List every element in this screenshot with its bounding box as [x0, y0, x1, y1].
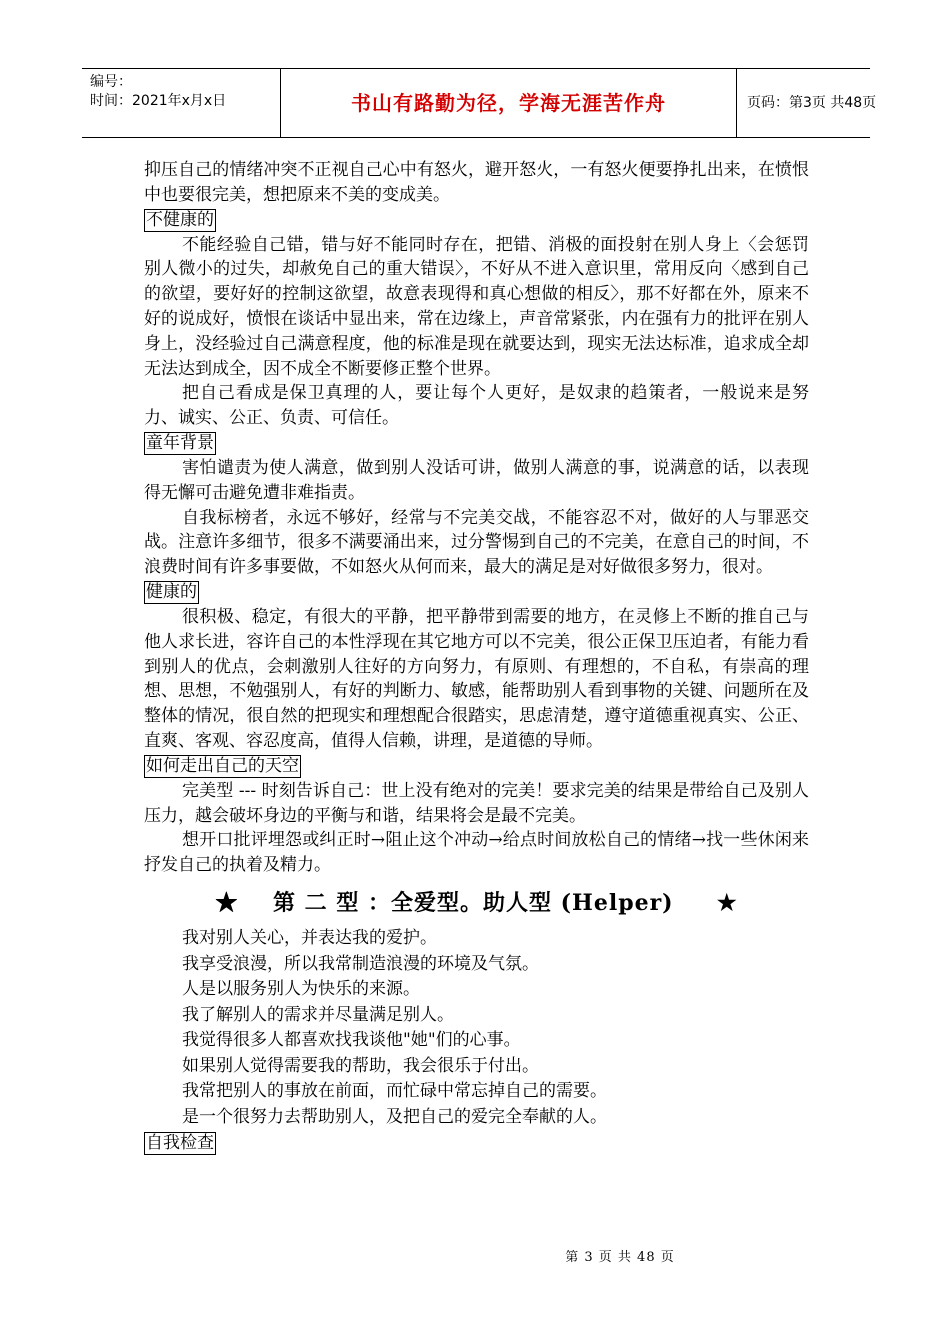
header-page-info: 页码：第3页 共48页 [747, 95, 877, 111]
document-date: 时间：2021年x月x日 [90, 93, 227, 109]
paragraph: 很积极、稳定，有很大的平静，把平静带到需要的地方，在灵修上不断的推自己与他人求长进，容许自己的本性浮现在其它地方可以不完美，很公正保卫压迫者，有能力看到别人的优点，会刺激别人往好的方向努力，有原则、有理想的，不自私，有崇高的理想、思想，不勉强别人，有好的判断力、敏感，能帮助别人看到事物的关键、问题所在及整体的情况，很自然的把现实和理想配合很踏实，思虑清楚，遵守道德重视真实、公正、直爽、客观、容忍度高，值得人信赖，讲理，是道德的导师。 [144, 606, 809, 751]
section-title-type2 [144, 888, 809, 918]
paragraph: 把自己看成是保卫真理的人，要让每个人更好，是奴隶的趋策者，一般说来是努力、诚实、公正、负责、可信任。 [144, 383, 809, 429]
list-item: 我了解别人的需求并尽量满足别人。 [182, 1004, 454, 1025]
section-label-unhealthy: 不健康的 [146, 209, 214, 230]
section-title-text: 第 二 型 ：全爱型。助人型 (Helper) [273, 889, 674, 916]
star-icon: ★ [215, 889, 239, 916]
paragraph: 完美型 --- 时刻告诉自己：世上没有绝对的完美！要求完美的结果是带给自己及别人压力，越会破坏身边的平衡与和谐，结果将会是最不完美。 [144, 780, 809, 826]
list-item: 如果别人觉得需要我的帮助，我会很乐于付出。 [182, 1055, 539, 1076]
list-item: 我觉得很多人都喜欢找我谈他"她"们的心事。 [182, 1030, 521, 1051]
header-left-cell [82, 69, 280, 137]
list-item: 我对别人关心，并表达我的爱护。 [182, 927, 437, 948]
paragraph: 不能经验自己错，错与好不能同时存在，把错、消极的面投射在别人身上〈会惩罚别人微小的过失，却赦免自己的重大错误〉，不好从不进入意识里，常用反向〈感到自己的欲望，要好好的控制这欲望，故意表现得和真心想做的相反〉，那不好都在外，原来不好的说成好，愤恨在谈话中显出来，常在边缘上，声音常紧张，内在强有力的批评在别人身上，没经验过自己满意程度，他的标准是现在就要达到，现实无法达标准，追求成全却无法达到成全，因不成全不断要修正整个世界。 [144, 234, 809, 379]
section-label-childhood: 童年背景 [146, 432, 214, 453]
list-item: 是一个很努力去帮助别人，及把自己的爱完全奉献的人。 [182, 1107, 607, 1128]
section-label-healthy: 健康的 [146, 581, 197, 602]
section-label-selfcheck: 自我检查 [146, 1132, 214, 1153]
page-header [82, 68, 877, 138]
header-motto: 书山有路勤为径，学海无涯苦作舟 [280, 69, 737, 137]
star-icon: ★ [716, 889, 738, 916]
document-body [144, 158, 809, 1156]
section-label-escape: 如何走出自己的天空 [146, 755, 299, 776]
helper-statement-list [144, 926, 809, 1131]
list-item: 我常把别人的事放在前面，而忙碌中常忘掉自己的需要。 [182, 1081, 607, 1102]
paragraph: 想开口批评埋怨或纠正时→阻止这个冲动→给点时间放松自己的情绪→找一些休闲来抒发自己的执着及精力。 [144, 830, 809, 876]
list-item: 人是以服务别人为快乐的来源。 [182, 979, 420, 1000]
paragraph: 害怕谴责为使人满意，做到别人没话可讲，做别人满意的事，说满意的话，以表现得无懈可击避免遭非难指责。 [144, 457, 809, 503]
list-item: 我享受浪漫，所以我常制造浪漫的环境及气氛。 [182, 953, 539, 974]
paragraph: 抑压自己的情绪冲突不正视自己心中有怒火，避开怒火，一有怒火便要挣扎出来，在愤恨中也要很完美，想把原来不美的变成美。 [144, 160, 809, 205]
document-number-label: 编号： [90, 74, 132, 90]
page-footer: 第 3 页 共 48 页 [565, 1250, 675, 1265]
paragraph: 自我标榜者，永远不够好，经常与不完美交战，不能容忍不对，做好的人与罪恶交战。注意许多细节，很多不满要涌出来，过分警惕到自己的不完美，在意自己的时间，不浪费时间有许多事要做，不如怒火从何而来，最大的满足是对好做很多努力，很对。 [144, 507, 809, 578]
